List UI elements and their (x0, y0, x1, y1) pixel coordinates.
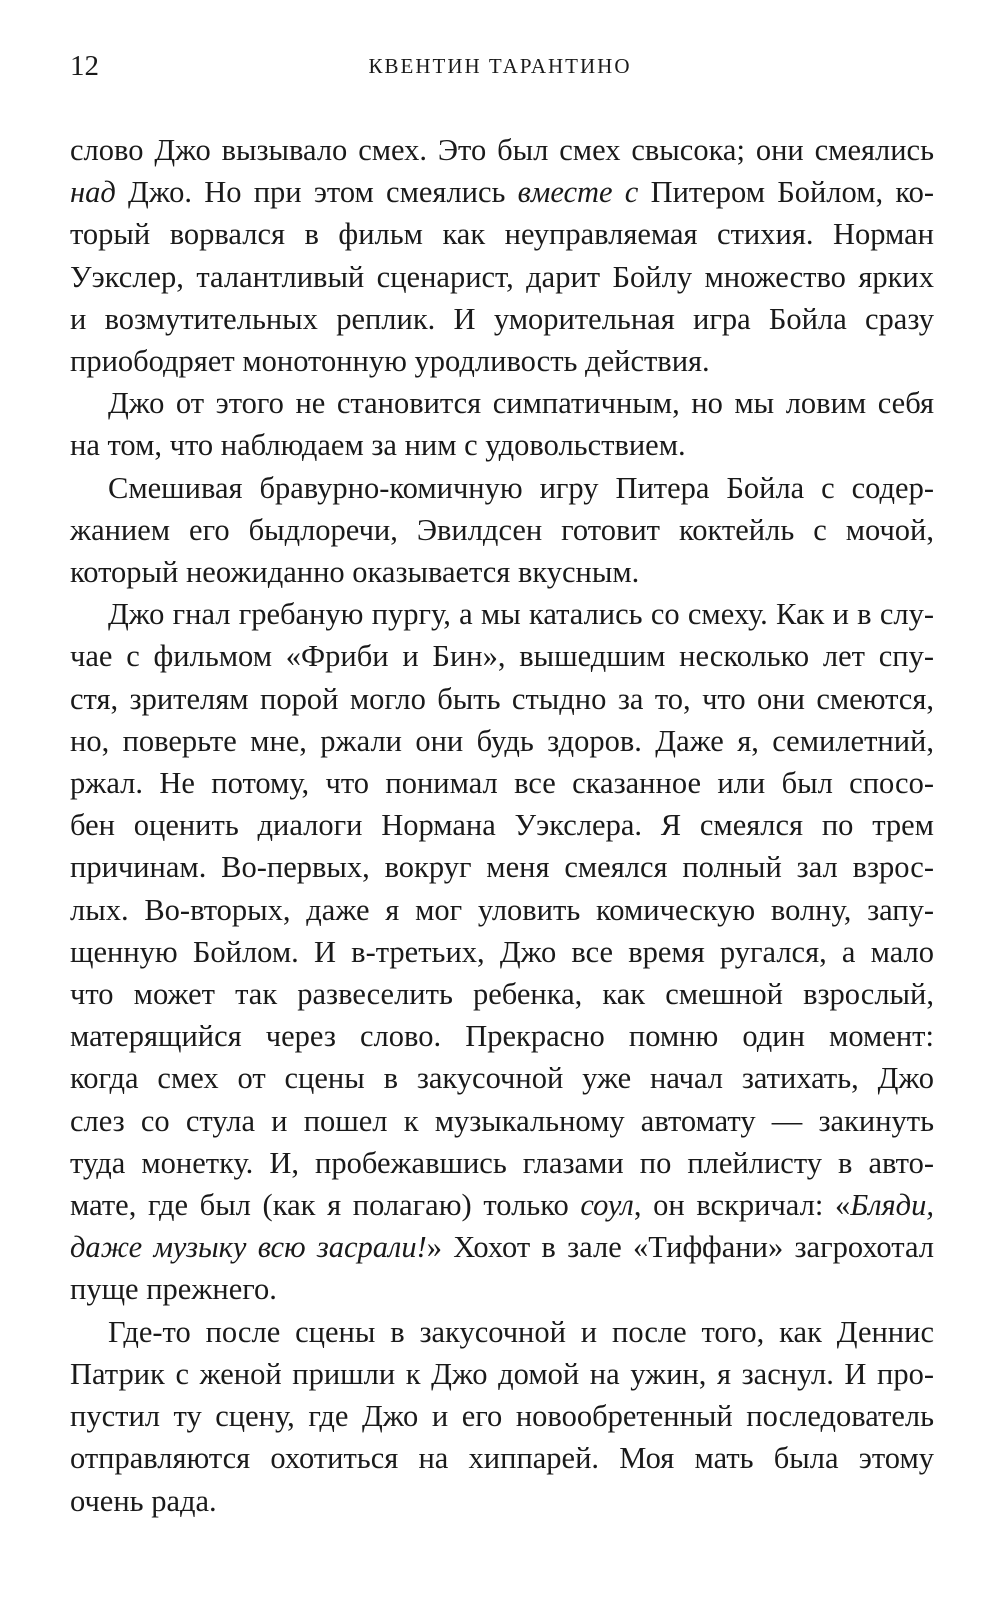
text-line: торый ворвался в фильм как неуправляемая стихия. Норман (70, 217, 934, 252)
text-line: очень рада. (70, 1483, 217, 1518)
page-number: 12 (70, 50, 99, 82)
italic-emphasis: над (70, 175, 116, 210)
text-line: но, поверьте мне, ржали они будь здоров. Даже я, семилетний, (70, 723, 934, 758)
text-line: Джо от этого не становится симпатичным, но мы ловим себя (108, 386, 934, 421)
paragraph-2 (70, 382, 934, 466)
text-line: бен оценить диалоги Нормана Уэкслера. Я смеялся по трем (70, 808, 934, 843)
text-line: и возмутительных реплик. И уморительная игра Бойла сразу (70, 301, 934, 336)
text-line: матерящийся через слово. Прекрасно помню один момент: (70, 1019, 934, 1054)
text-line: пустил ту сцену, где Джо и его новообретенный последователь (70, 1399, 934, 1434)
text-line: над Джо. Но при этом смеялись вместе с Питером Бойлом, ко- (70, 175, 935, 210)
text-line: ржал. Не потому, что понимал все сказанное или был спосо- (70, 766, 934, 801)
italic-emphasis: соул (580, 1188, 634, 1223)
text-line: туда монетку. И, пробежавшись глазами по плейлисту в авто- (70, 1145, 934, 1180)
paragraph-1 (70, 129, 934, 382)
body-text (70, 129, 934, 1522)
paragraph-4 (70, 593, 934, 1310)
running-header (70, 48, 930, 84)
text-line: отправляются охотиться на хиппарей. Моя мать была этому (70, 1441, 934, 1476)
text-line: Патрик с женой пришли к Джо домой на ужин, я заснул. И про- (70, 1356, 934, 1391)
text-line: лых. Во-вторых, даже я мог уловить комическую волну, запу- (70, 892, 934, 927)
text-line: на том, что наблюдаем за ним с удовольствием. (70, 428, 686, 463)
paragraph-3 (70, 467, 934, 594)
text-line: стя, зрителям порой могло быть стыдно за то, что они смеются, (70, 681, 934, 716)
text-line: чае с фильмом «Фриби и Бин», вышедшим несколько лет спу- (70, 639, 934, 674)
text-line: что может так развеселить ребенка, как смешной взрослый, (70, 977, 934, 1012)
text-line: жанием его быдлоречи, Эвилдсен готовит коктейль с мочой, (70, 512, 934, 547)
text-line: Уэкслер, талантливый сценарист, дарит Бойлу множество ярких (70, 259, 934, 294)
text-line: который неожиданно оказывается вкусным. (70, 555, 640, 590)
text-line: Где-то после сцены в закусочной и после того, как Деннис (108, 1314, 934, 1349)
running-title-author: КВЕНТИН ТАРАНТИНО (368, 54, 632, 78)
text-line: слез со стула и пошел к музыкальному автомату — закинуть (70, 1103, 934, 1138)
text-line: причинам. Во-первых, вокруг меня смеялся полный зал взрос- (70, 850, 934, 885)
text-line: Джо гнал гребаную пургу, а мы катались со смеху. Как и в слу- (108, 597, 934, 632)
italic-emphasis: Бляди, (850, 1188, 934, 1223)
paragraph-5 (70, 1311, 934, 1522)
text-line: пуще прежнего. (70, 1272, 277, 1307)
italic-emphasis: даже музыку всю засрали! (70, 1230, 427, 1265)
text-line: мате, где был (как я полагаю) только соул, он вскричал: «Бляди, (70, 1188, 934, 1223)
text-line: щенную Бойлом. И в-третьих, Джо все время ругался, а мало (70, 934, 934, 969)
text-line: приободряет монотонную уродливость действия. (70, 344, 710, 379)
text-line: слово Джо вызывало смех. Это был смех свысока; они смеялись (70, 133, 934, 167)
text-line: даже музыку всю засрали!» Хохот в зале «Тиффани» загрохотал (70, 1230, 935, 1265)
text-line: Смешивая бравурно-комичную игру Питера Бойла с содер- (108, 470, 934, 505)
text-line: когда смех от сцены в закусочной уже начал затихать, Джо (70, 1061, 934, 1096)
italic-emphasis: вместе с (517, 175, 639, 210)
